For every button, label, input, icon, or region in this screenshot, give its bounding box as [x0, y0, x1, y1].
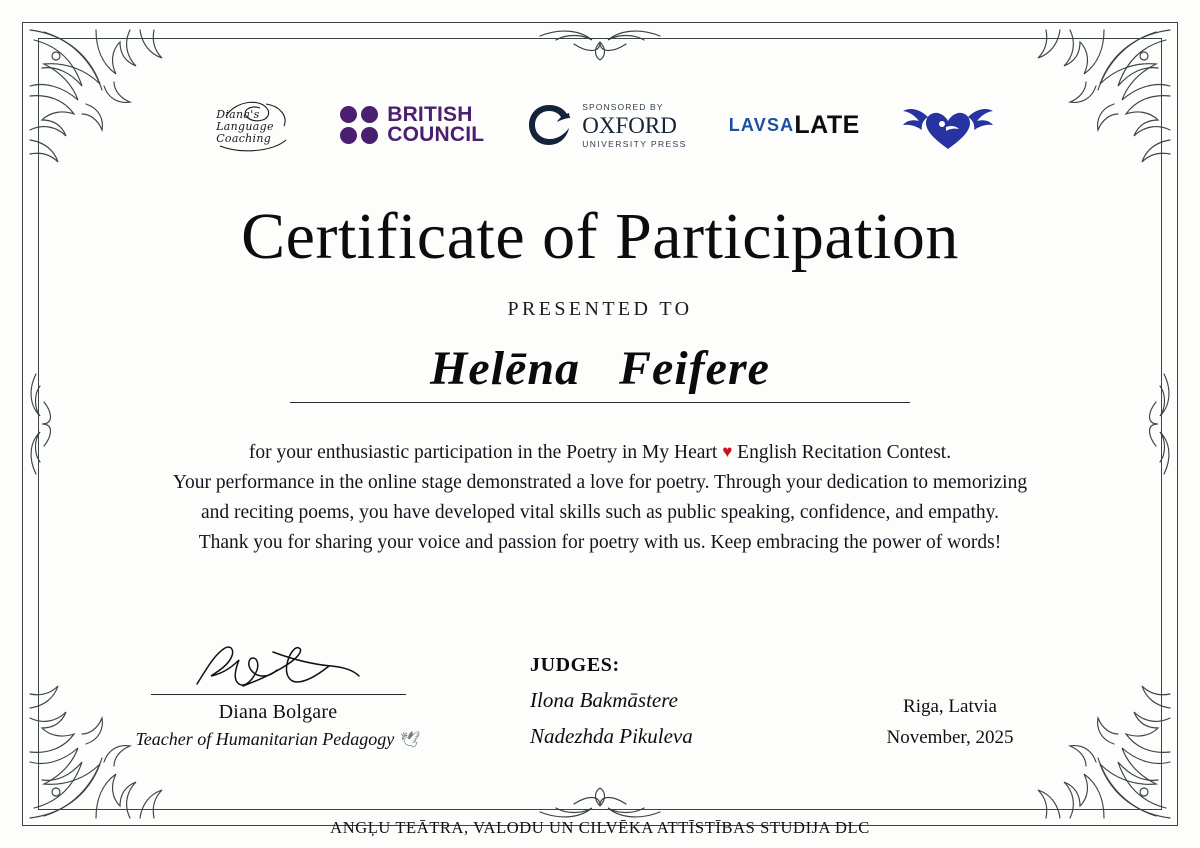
judge-name: Ilona Bakmāstere [530, 688, 678, 712]
certificate-title: Certificate of Participation [241, 200, 959, 273]
certificate-content [60, 52, 1140, 796]
oxford-wordmark [582, 102, 686, 149]
signature-rule [151, 694, 406, 695]
dove-icon: 🕊 [400, 732, 421, 749]
body-line-2: Your performance in the online stage demonstrated a love for poetry. Through your dedication to memorizing [172, 472, 1028, 493]
certificate-footer [60, 640, 1140, 790]
signer-name: Diana Bolgare [218, 701, 338, 723]
dianas-language-coaching-logo [206, 94, 298, 156]
winged-heart-logo [902, 97, 994, 153]
presented-to-label: PRESENTED TO [507, 298, 693, 320]
recipient-name-field [290, 341, 910, 403]
place-date-block [800, 696, 1100, 758]
recipient-name: Helēna Feifere [430, 342, 770, 395]
body-line-3: and reciting poems, you have developed vital skills such as public speaking, confidence, and empathy. [200, 502, 999, 523]
date-text: November, 2025 [886, 727, 1014, 748]
dlc-logo-line-2: Language [216, 120, 274, 133]
judges-label: JUDGES: [530, 654, 620, 676]
lavsa-late-logo [728, 110, 860, 139]
british-council-line-2: COUNCIL [387, 123, 485, 146]
british-council-dots-icon [340, 106, 378, 144]
body-line-1 [74, 437, 1126, 468]
dlc-script-flourish-icon [206, 94, 298, 156]
british-council-line-1: BRITISH [387, 103, 473, 126]
heart-icon: ♥ [722, 442, 733, 461]
lavsa-label: LAVSA [728, 114, 795, 135]
handwritten-signature-icon [173, 640, 383, 694]
british-council-wordmark [387, 105, 484, 145]
body-line-1-pre: for your enthusiastic participation in the Poetry in My Heart [248, 442, 718, 463]
signer-role [88, 729, 468, 750]
oxford-main-label: OXFORD [582, 112, 677, 138]
judge-name: Nadezhda Pikuleva [530, 724, 693, 748]
judges-block [530, 654, 820, 749]
sponsor-logos-row [60, 88, 1140, 162]
footer-caption: ANGĻU TEĀTRA, VALODU UN CILVĒKA ATTĪSTĪBAS STUDIJA DLC [330, 818, 870, 837]
dlc-logo-line-1: Diana's [216, 108, 260, 121]
oxford-university-press-logo [526, 102, 686, 149]
dlc-logo-line-3: Coaching [216, 132, 272, 145]
oxford-sub-label: UNIVERSITY PRESS [582, 138, 687, 149]
signer-role-text: Teacher of Humanitarian Pedagogy [135, 729, 395, 749]
certificate-body-text [60, 437, 1140, 558]
location-text: Riga, Latvia [903, 696, 997, 717]
british-council-logo [340, 105, 484, 145]
late-label: LATE [794, 110, 860, 139]
oxford-swirl-icon [526, 102, 572, 148]
body-line-4: Thank you for sharing your voice and passion for poetry with us. Keep embracing the power of words! [198, 532, 1002, 553]
signature-block [88, 640, 468, 750]
winged-heart-icon [902, 97, 994, 153]
oxford-sponsored-label: SPONSORED BY [582, 101, 664, 112]
body-line-1-post: English Recitation Contest. [737, 442, 952, 463]
